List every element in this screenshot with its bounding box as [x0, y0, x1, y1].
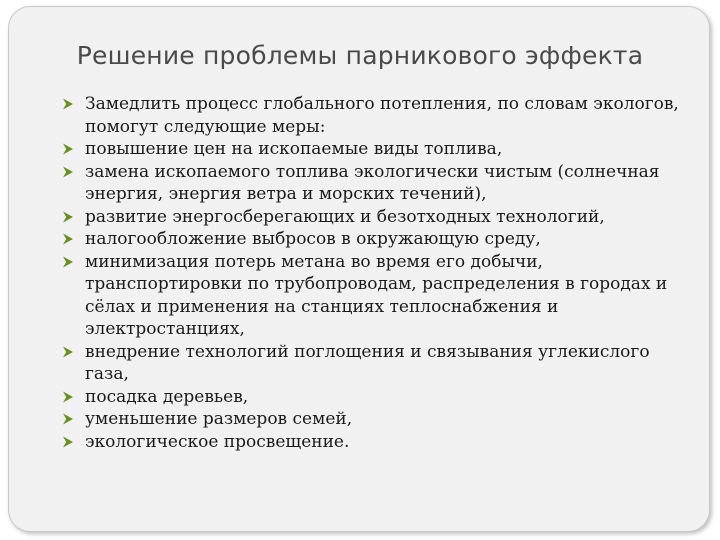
bullet-item — [59, 408, 679, 431]
bullet-text: замена ископаемого топлива экологически чистым (солнечная энергия, энергия ветра и морских течений), — [85, 161, 660, 204]
bullet-text: повышение цен на ископаемые виды топлива, — [85, 139, 503, 159]
arrowhead-bullet-icon — [62, 143, 74, 155]
bullet-item — [59, 431, 679, 454]
arrowhead-bullet-icon — [62, 391, 74, 403]
bullet-text: минимизация потерь метана во время его добычи, транспортировки по трубопроводам, распределения в городах и сёлах и применения на станциях теплоснабжения и электростанциях, — [85, 251, 668, 339]
bullet-text: уменьшение размеров семей, — [85, 409, 353, 429]
arrowhead-bullet-icon — [62, 436, 74, 448]
bullet-text: Замедлить процесс глобального потепления, по словам экологов, помогут следующие меры: — [85, 94, 679, 137]
bullet-item — [59, 386, 679, 409]
bullet-item — [59, 228, 679, 251]
bullet-list — [59, 93, 679, 453]
bullet-text: развитие энергосберегающих и безотходных технологий, — [85, 206, 605, 227]
slide — [8, 6, 710, 532]
bullet-item — [59, 341, 679, 386]
arrowhead-bullet-icon — [62, 211, 74, 223]
arrowhead-bullet-icon — [62, 256, 74, 268]
arrowhead-bullet-icon — [62, 233, 74, 245]
arrowhead-bullet-icon — [62, 346, 74, 358]
bullet-item — [59, 161, 679, 206]
bullet-item — [59, 93, 679, 138]
arrowhead-bullet-icon — [62, 166, 74, 178]
bullet-text: экологическое просвещение. — [85, 431, 350, 452]
bullet-text: внедрение технологий поглощения и связывания углекислого газа, — [85, 341, 650, 384]
arrowhead-bullet-icon — [62, 98, 74, 110]
slide-title: Решение проблемы парникового эффекта — [76, 41, 644, 70]
bullet-item — [59, 138, 679, 161]
bullet-text: посадка деревьев, — [85, 386, 249, 407]
bullet-text: налогообложение выбросов в окружающую среду, — [85, 229, 541, 249]
bullet-item — [59, 206, 679, 229]
bullet-item — [59, 251, 679, 341]
arrowhead-bullet-icon — [62, 413, 74, 425]
